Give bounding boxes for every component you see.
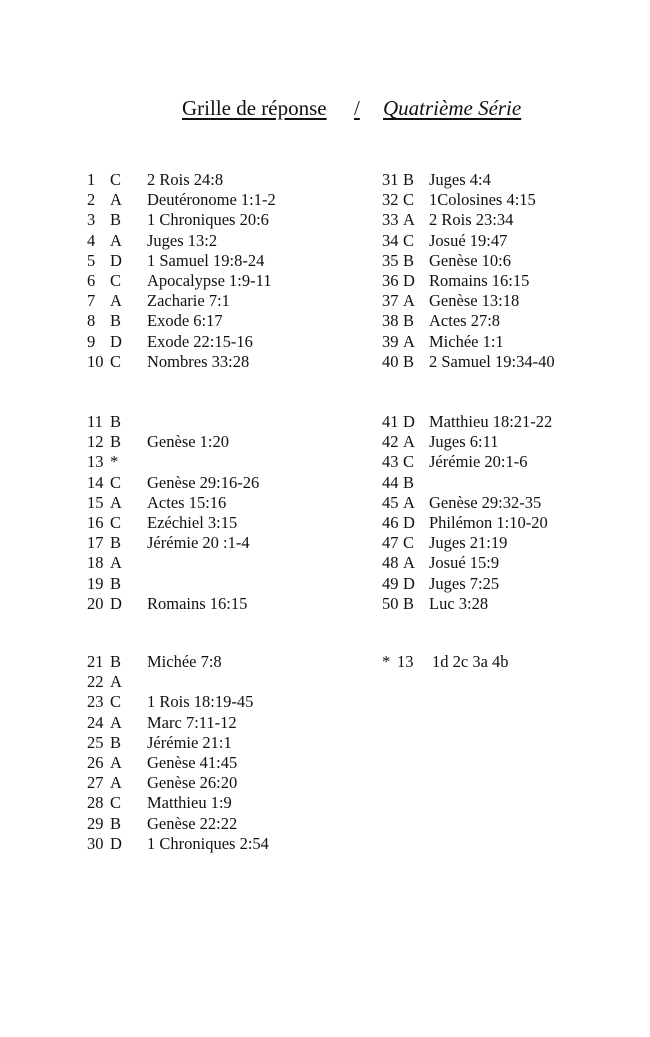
bible-reference: Deutéronome 1:1-2 xyxy=(147,190,276,210)
answer-row xyxy=(87,533,387,553)
answer-letter: B xyxy=(110,732,122,752)
question-number: 39 xyxy=(382,331,399,351)
answer-letter: A xyxy=(110,553,122,573)
question-number: 47 xyxy=(382,533,399,553)
answer-letter: C xyxy=(110,793,122,813)
bible-reference: Marc 7:11-12 xyxy=(147,712,237,732)
bible-reference: Genèse 22:22 xyxy=(147,813,238,833)
answer-row xyxy=(87,311,387,331)
answer-letter: A xyxy=(110,492,122,512)
answer-row xyxy=(382,291,650,311)
bible-reference: 1 Rois 18:19-45 xyxy=(147,692,254,712)
answer-letter: B xyxy=(110,210,122,230)
answer-letter: D xyxy=(403,412,415,431)
bible-reference: Genèse 26:20 xyxy=(147,773,238,793)
answer-letter: A xyxy=(403,492,415,512)
answer-letter: A xyxy=(110,773,122,793)
answer-row xyxy=(87,733,387,753)
answer-row xyxy=(87,332,387,352)
bible-reference: Juges 4:4 xyxy=(429,170,491,189)
question-number: 28 xyxy=(87,793,104,813)
answer-letter: A xyxy=(110,230,122,250)
answer-letter: B xyxy=(110,412,122,431)
question-number: 36 xyxy=(382,270,399,290)
answer-row xyxy=(382,513,650,533)
question-number: 23 xyxy=(87,692,104,712)
answer-row xyxy=(382,352,650,372)
answer-letter: B xyxy=(403,311,415,331)
answer-letter: * xyxy=(110,452,119,472)
answer-row xyxy=(87,753,387,773)
left-answer-group xyxy=(87,652,387,854)
answer-letter: C xyxy=(110,692,122,712)
answer-letter: C xyxy=(110,351,122,371)
question-number: 48 xyxy=(382,553,399,573)
question-number: 25 xyxy=(87,732,104,752)
bible-reference: Romains 16:15 xyxy=(429,270,530,290)
question-number: 38 xyxy=(382,311,399,331)
answer-row xyxy=(382,271,650,291)
bible-reference: Exode 22:15-16 xyxy=(147,331,253,351)
question-number: 24 xyxy=(87,712,104,732)
answer-row xyxy=(87,170,387,190)
bible-reference: 2 Samuel 19:34-40 xyxy=(429,351,555,371)
answer-letter: B xyxy=(403,351,415,371)
question-number: 8 xyxy=(87,311,96,331)
answer-row xyxy=(87,814,387,834)
answer-row xyxy=(87,473,387,493)
question-number: * xyxy=(382,652,391,671)
answer-letter: A xyxy=(403,210,415,230)
question-number: 37 xyxy=(382,291,399,311)
question-number: 13 xyxy=(87,452,104,472)
bible-reference: Josué 19:47 xyxy=(429,230,508,250)
answer-letter: B xyxy=(403,593,415,613)
answer-row xyxy=(382,251,650,271)
answer-row xyxy=(382,553,650,573)
bible-reference: Luc 3:28 xyxy=(429,593,489,613)
question-number: 1 xyxy=(87,170,96,189)
question-number: 3 xyxy=(87,210,96,230)
question-number: 11 xyxy=(87,412,103,431)
question-number: 14 xyxy=(87,472,104,492)
bible-reference: Michée 7:8 xyxy=(147,652,222,671)
bible-reference: 1 Samuel 19:8-24 xyxy=(147,250,265,270)
answer-letter: A xyxy=(110,190,122,210)
question-number: 27 xyxy=(87,773,104,793)
question-number: 31 xyxy=(382,170,399,189)
bible-reference: Actes 15:16 xyxy=(147,492,227,512)
answer-letter: A xyxy=(403,291,415,311)
question-number: 4 xyxy=(87,230,96,250)
answer-letter: C xyxy=(403,230,415,250)
answer-letter: C xyxy=(110,512,122,532)
answer-row xyxy=(382,190,650,210)
question-number: 18 xyxy=(87,553,104,573)
question-number: 21 xyxy=(87,652,104,671)
question-number: 17 xyxy=(87,533,104,553)
answer-letter: D xyxy=(403,573,415,593)
answer-row xyxy=(87,652,387,672)
answer-row xyxy=(382,231,650,251)
bible-reference: 2 Rois 23:34 xyxy=(429,210,514,230)
answer-row xyxy=(87,210,387,230)
answer-row xyxy=(382,594,650,614)
bible-reference: 1 Chroniques 2:54 xyxy=(147,833,269,853)
answer-row xyxy=(87,672,387,692)
question-number: 41 xyxy=(382,412,399,431)
question-number: 2 xyxy=(87,190,96,210)
question-number: 19 xyxy=(87,573,104,593)
answer-letter: A xyxy=(403,553,415,573)
question-number: 40 xyxy=(382,351,399,371)
answer-letter: B xyxy=(403,472,415,492)
answer-letter: A xyxy=(110,752,122,772)
answer-row xyxy=(382,652,650,672)
answer-row xyxy=(87,793,387,813)
answer-row xyxy=(382,473,650,493)
answer-row xyxy=(382,210,650,230)
bible-reference: Josué 15:9 xyxy=(429,553,500,573)
answer-letter: C xyxy=(403,533,415,553)
question-number: 46 xyxy=(382,512,399,532)
question-number: 34 xyxy=(382,230,399,250)
answer-letter: B xyxy=(110,573,122,593)
bible-reference: 1 Chroniques 20:6 xyxy=(147,210,269,230)
question-number: 29 xyxy=(87,813,104,833)
answer-row xyxy=(382,533,650,553)
answer-letter: C xyxy=(403,452,415,472)
question-number: 26 xyxy=(87,752,104,772)
answer-row xyxy=(382,574,650,594)
answer-letter: A xyxy=(110,291,122,311)
answer-row xyxy=(87,553,387,573)
answer-letter: D xyxy=(110,331,122,351)
answer-letter: C xyxy=(110,472,122,492)
bible-reference: Ezéchiel 3:15 xyxy=(147,512,238,532)
title-main: Grille de réponse xyxy=(182,96,327,120)
bible-reference: Apocalypse 1:9-11 xyxy=(147,270,272,290)
question-number: 5 xyxy=(87,250,96,270)
bible-reference: Juges 21:19 xyxy=(429,533,508,553)
question-number: 9 xyxy=(87,331,96,351)
question-number: 44 xyxy=(382,472,399,492)
question-number: 12 xyxy=(87,432,104,452)
right-answer-group xyxy=(382,652,650,672)
answer-row xyxy=(87,352,387,372)
answer-letter: D xyxy=(403,270,415,290)
answer-letter: A xyxy=(110,712,122,732)
question-number: 50 xyxy=(382,593,399,613)
question-number: 15 xyxy=(87,492,104,512)
bible-reference: Genèse 1:20 xyxy=(147,432,230,452)
left-answer-group xyxy=(87,412,387,614)
answer-row xyxy=(87,251,387,271)
answer-letter: C xyxy=(110,170,122,189)
bible-reference: Matthieu 1:9 xyxy=(147,793,232,813)
bible-reference: Genèse 10:6 xyxy=(429,250,512,270)
question-number: 43 xyxy=(382,452,399,472)
answer-letter: B xyxy=(110,652,122,671)
left-answer-group xyxy=(87,170,387,372)
title-separator: / xyxy=(354,96,360,120)
question-number: 42 xyxy=(382,432,399,452)
answer-letter: B xyxy=(403,250,415,270)
bible-reference: 2 Rois 24:8 xyxy=(147,170,224,189)
answer-letter: A xyxy=(403,331,415,351)
answer-letter: B xyxy=(110,533,122,553)
answer-letter: C xyxy=(403,190,415,210)
answer-row xyxy=(87,412,387,432)
bible-reference: Genèse 29:16-26 xyxy=(147,472,260,492)
right-answer-group xyxy=(382,170,650,372)
answer-letter: A xyxy=(403,432,415,452)
answer-row xyxy=(87,231,387,251)
bible-reference: Juges 13:2 xyxy=(147,230,218,250)
bible-reference: Genèse 41:45 xyxy=(147,752,238,772)
bible-reference: Exode 6:17 xyxy=(147,311,223,331)
question-number: 16 xyxy=(87,512,104,532)
bible-reference: Zacharie 7:1 xyxy=(147,291,230,311)
answer-row xyxy=(87,291,387,311)
answer-row xyxy=(87,271,387,291)
question-number: 30 xyxy=(87,833,104,853)
question-number: 22 xyxy=(87,672,104,692)
answer-row xyxy=(382,311,650,331)
bible-reference: Juges 6:11 xyxy=(429,432,499,452)
bible-reference: Philémon 1:10-20 xyxy=(429,512,548,532)
bible-reference: Michée 1:1 xyxy=(429,331,504,351)
answer-letter: D xyxy=(403,512,415,532)
answer-row xyxy=(382,170,650,190)
answer-row xyxy=(382,452,650,472)
answer-letter: D xyxy=(110,833,122,853)
answer-letter: 13 xyxy=(397,652,414,671)
answer-letter: B xyxy=(403,170,415,189)
answer-row xyxy=(87,493,387,513)
answer-row xyxy=(87,574,387,594)
answer-letter: D xyxy=(110,250,122,270)
answer-row xyxy=(87,773,387,793)
question-number: 35 xyxy=(382,250,399,270)
bible-reference: Genèse 29:32-35 xyxy=(429,492,542,512)
answer-letter: B xyxy=(110,432,122,452)
answer-letter: D xyxy=(110,593,122,613)
answer-row xyxy=(87,692,387,712)
question-number: 45 xyxy=(382,492,399,512)
answer-row xyxy=(382,412,650,432)
answer-row xyxy=(382,332,650,352)
answer-row xyxy=(87,594,387,614)
answer-letter: B xyxy=(110,813,122,833)
bible-reference: Actes 27:8 xyxy=(429,311,501,331)
question-number: 20 xyxy=(87,593,104,613)
bible-reference: Jérémie 21:1 xyxy=(147,732,232,752)
bible-reference: 1d 2c 3a 4b xyxy=(432,652,509,671)
answer-row xyxy=(87,190,387,210)
answer-row xyxy=(87,834,387,854)
question-number: 33 xyxy=(382,210,399,230)
answer-letter: A xyxy=(110,672,122,692)
answer-letter: B xyxy=(110,311,122,331)
right-answer-group xyxy=(382,412,650,614)
answer-row xyxy=(87,432,387,452)
bible-reference: Matthieu 18:21-22 xyxy=(429,412,553,431)
bible-reference: Romains 16:15 xyxy=(147,593,248,613)
question-number: 10 xyxy=(87,351,104,371)
bible-reference: Genèse 13:18 xyxy=(429,291,520,311)
answer-letter: C xyxy=(110,270,122,290)
question-number: 49 xyxy=(382,573,399,593)
title-series: Quatrième Série xyxy=(383,96,522,120)
question-number: 7 xyxy=(87,291,96,311)
bible-reference: Nombres 33:28 xyxy=(147,351,250,371)
bible-reference: Jérémie 20 :1-4 xyxy=(147,533,250,553)
answer-row xyxy=(382,432,650,452)
question-number: 6 xyxy=(87,270,96,290)
question-number: 32 xyxy=(382,190,399,210)
bible-reference: Juges 7:25 xyxy=(429,573,500,593)
answer-row xyxy=(382,493,650,513)
answer-row xyxy=(87,452,387,472)
bible-reference: Jérémie 20:1-6 xyxy=(429,452,528,472)
answer-row xyxy=(87,513,387,533)
bible-reference: 1Colosines 4:15 xyxy=(429,190,536,210)
answer-row xyxy=(87,713,387,733)
